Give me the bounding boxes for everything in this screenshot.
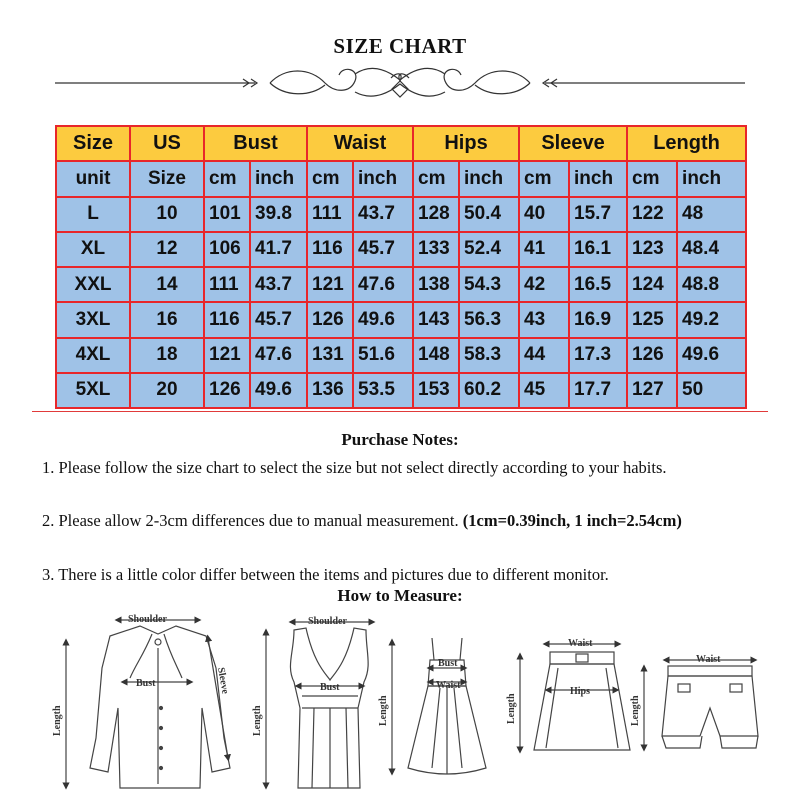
value-cell: 43.7: [250, 267, 307, 302]
value-cell: 47.6: [250, 338, 307, 373]
value-cell: 143: [413, 302, 459, 337]
unit-cell: cm: [204, 161, 250, 196]
header-cell: Waist: [307, 126, 413, 161]
value-cell: 49.6: [353, 302, 413, 337]
value-cell: 124: [627, 267, 677, 302]
us-size-cell: 14: [130, 267, 204, 302]
value-cell: 51.6: [353, 338, 413, 373]
table-row: [56, 197, 746, 232]
value-cell: 111: [204, 267, 250, 302]
skirt-waist-label: Waist: [568, 638, 593, 649]
value-cell: 48: [677, 197, 746, 232]
value-cell: 126: [307, 302, 353, 337]
value-cell: 125: [627, 302, 677, 337]
value-cell: 17.3: [569, 338, 627, 373]
unit-cell: cm: [627, 161, 677, 196]
value-cell: 123: [627, 232, 677, 267]
value-cell: 116: [307, 232, 353, 267]
header-cell: Length: [627, 126, 746, 161]
size-cell: L: [56, 197, 130, 232]
value-cell: 43.7: [353, 197, 413, 232]
value-cell: 48.8: [677, 267, 746, 302]
value-cell: 47.6: [353, 267, 413, 302]
tank-top-bust-label: Bust: [320, 682, 340, 693]
us-size-cell: 12: [130, 232, 204, 267]
shirt-length-label: Length: [52, 705, 63, 736]
us-size-cell: 18: [130, 338, 204, 373]
table-row: [56, 373, 746, 408]
shorts-length-label: Length: [630, 695, 641, 726]
size-cell: 5XL: [56, 373, 130, 408]
value-cell: 153: [413, 373, 459, 408]
value-cell: 121: [307, 267, 353, 302]
us-size-cell: 10: [130, 197, 204, 232]
size-cell: 4XL: [56, 338, 130, 373]
value-cell: 122: [627, 197, 677, 232]
value-cell: 16.9: [569, 302, 627, 337]
value-cell: 131: [307, 338, 353, 373]
value-cell: 60.2: [459, 373, 519, 408]
skirt-length-label: Length: [506, 693, 517, 724]
value-cell: 54.3: [459, 267, 519, 302]
how-to-measure-title: How to Measure:: [337, 586, 463, 605]
us-size-cell: 16: [130, 302, 204, 337]
skirt-icon: [520, 644, 630, 750]
unit-cell: inch: [353, 161, 413, 196]
value-cell: 44: [519, 338, 569, 373]
value-cell: 116: [204, 302, 250, 337]
value-cell: 41: [519, 232, 569, 267]
value-cell: 17.7: [569, 373, 627, 408]
unit-conversion-note: (1cm=0.39inch, 1 inch=2.54cm): [462, 511, 682, 530]
value-cell: 45: [519, 373, 569, 408]
value-cell: 16.1: [569, 232, 627, 267]
table-row: [56, 232, 746, 267]
dress-waist-label: Waist: [436, 680, 461, 691]
shorts-icon: [644, 660, 758, 748]
value-cell: 138: [413, 267, 459, 302]
table-unit-row: [56, 161, 746, 196]
value-cell: 49.6: [677, 338, 746, 373]
header-cell: Hips: [413, 126, 519, 161]
value-cell: 127: [627, 373, 677, 408]
value-cell: 148: [413, 338, 459, 373]
value-cell: 53.5: [353, 373, 413, 408]
purchase-notes-title: Purchase Notes:: [341, 430, 459, 449]
shorts-waist-label: Waist: [696, 654, 721, 665]
purchase-note-2-text: 2. Please allow 2-3cm differences due to manual measurement.: [42, 511, 463, 530]
unit-cell: Size: [130, 161, 204, 196]
value-cell: 101: [204, 197, 250, 232]
header-cell: Size: [56, 126, 130, 161]
skirt-hips-label: Hips: [570, 686, 591, 697]
tank-top-icon: [266, 622, 372, 788]
tank-top-length-label: Length: [252, 705, 263, 736]
value-cell: 45.7: [250, 302, 307, 337]
shirt-bust-label: Bust: [136, 678, 156, 689]
value-cell: 49.6: [250, 373, 307, 408]
size-cell: XXL: [56, 267, 130, 302]
value-cell: 126: [627, 338, 677, 373]
how-to-measure-diagrams: [40, 608, 770, 798]
header-cell: Bust: [204, 126, 307, 161]
value-cell: 40: [519, 197, 569, 232]
unit-cell: inch: [250, 161, 307, 196]
value-cell: 45.7: [353, 232, 413, 267]
table-row: [56, 338, 746, 373]
value-cell: 50: [677, 373, 746, 408]
unit-cell: inch: [569, 161, 627, 196]
unit-cell: inch: [459, 161, 519, 196]
dress-bust-label: Bust: [438, 658, 458, 669]
value-cell: 56.3: [459, 302, 519, 337]
shirt-shoulder-label: Shoulder: [128, 614, 167, 625]
header-cell: US: [130, 126, 204, 161]
value-cell: 49.2: [677, 302, 746, 337]
value-cell: 42: [519, 267, 569, 302]
value-cell: 121: [204, 338, 250, 373]
unit-cell: cm: [307, 161, 353, 196]
value-cell: 111: [307, 197, 353, 232]
table-row: [56, 302, 746, 337]
tank-top-shoulder-label: Shoulder: [308, 616, 347, 627]
shirt-icon: [66, 620, 230, 788]
size-cell: XL: [56, 232, 130, 267]
ornament-divider-icon: [55, 64, 745, 102]
us-size-cell: 20: [130, 373, 204, 408]
value-cell: 52.4: [459, 232, 519, 267]
shirt-sleeve-label: Sleeve: [215, 666, 231, 695]
unit-cell: cm: [413, 161, 459, 196]
unit-cell: inch: [677, 161, 746, 196]
purchase-note-2: [42, 508, 772, 534]
dress-length-label: Length: [378, 695, 389, 726]
value-cell: 39.8: [250, 197, 307, 232]
size-chart-table: [55, 125, 747, 409]
unit-cell: unit: [56, 161, 130, 196]
section-divider: [32, 411, 768, 412]
header-cell: Sleeve: [519, 126, 627, 161]
value-cell: 16.5: [569, 267, 627, 302]
value-cell: 48.4: [677, 232, 746, 267]
value-cell: 106: [204, 232, 250, 267]
value-cell: 50.4: [459, 197, 519, 232]
size-cell: 3XL: [56, 302, 130, 337]
purchase-note-3: 3. There is a little color differ between the items and pictures due to different monitor.: [42, 565, 609, 584]
value-cell: 126: [204, 373, 250, 408]
table-header-row: [56, 126, 746, 161]
value-cell: 136: [307, 373, 353, 408]
value-cell: 58.3: [459, 338, 519, 373]
size-chart-title: SIZE CHART: [333, 34, 467, 58]
value-cell: 133: [413, 232, 459, 267]
table-row: [56, 267, 746, 302]
purchase-note-1: 1. Please follow the size chart to select the size but not select directly according to your habits.: [42, 458, 667, 477]
unit-cell: cm: [519, 161, 569, 196]
value-cell: 43: [519, 302, 569, 337]
value-cell: 15.7: [569, 197, 627, 232]
value-cell: 128: [413, 197, 459, 232]
value-cell: 41.7: [250, 232, 307, 267]
